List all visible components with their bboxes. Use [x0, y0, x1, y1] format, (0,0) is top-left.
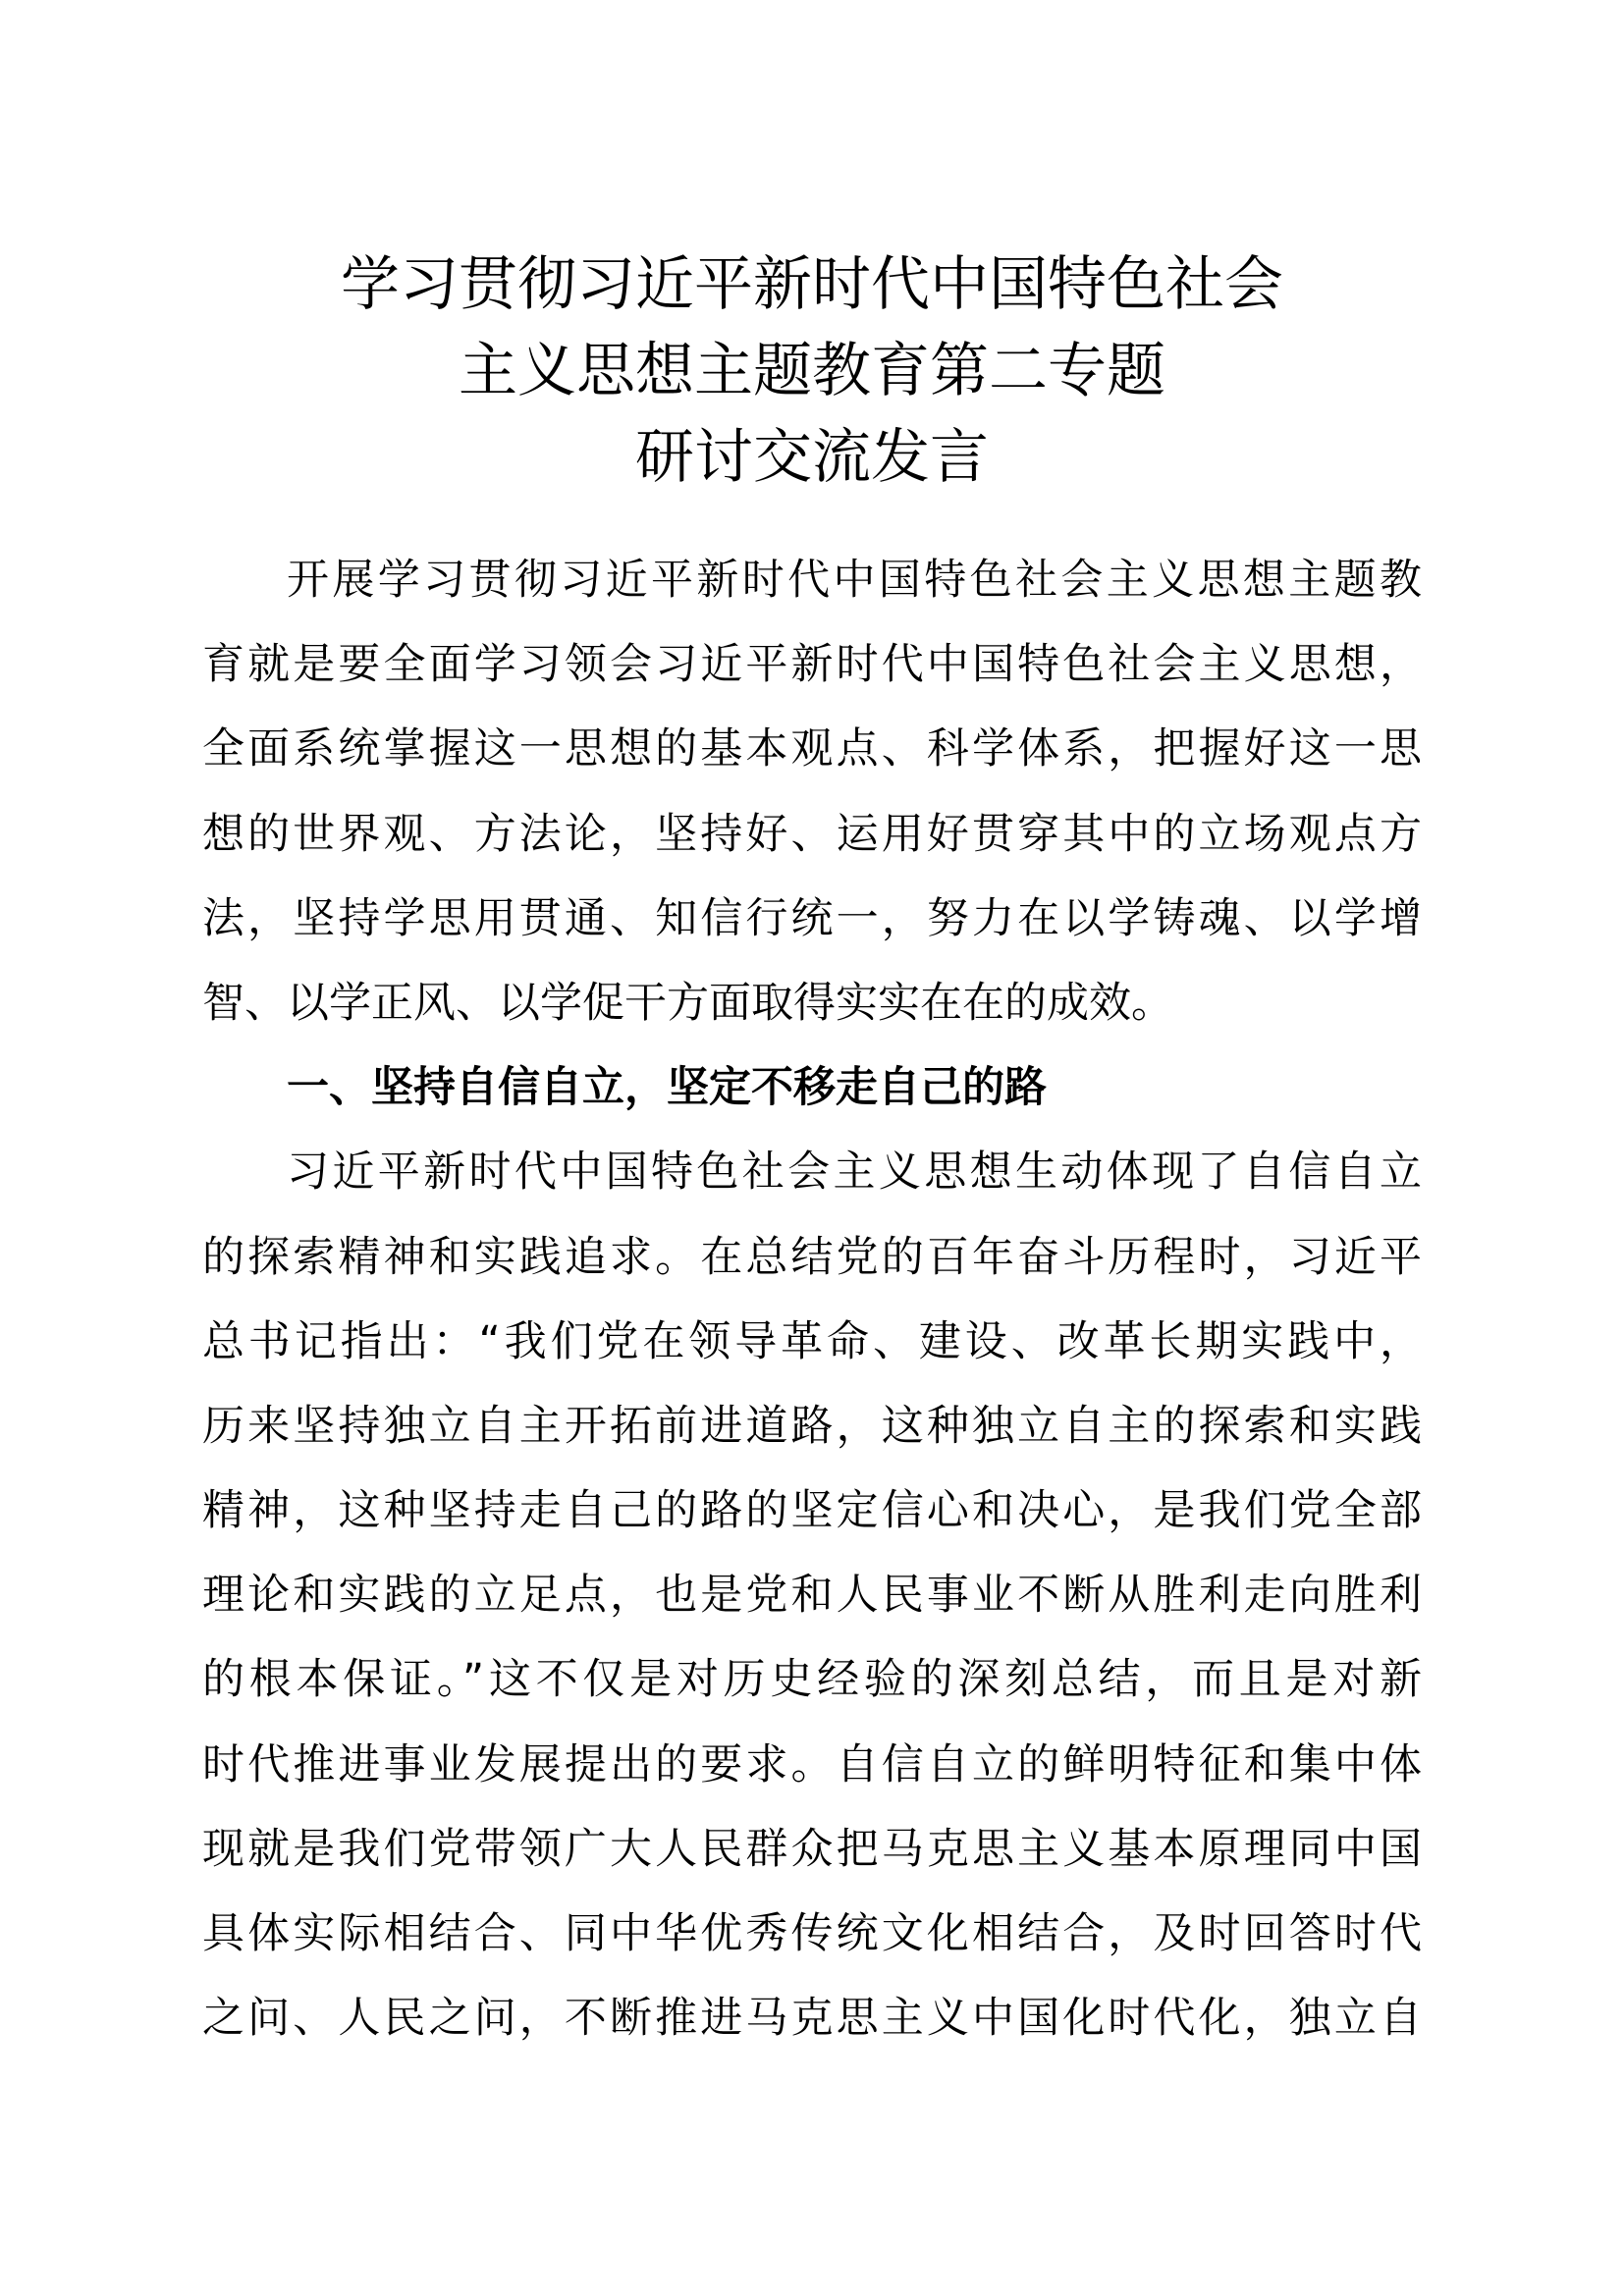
document-title	[0, 241, 1624, 501]
text-line: 育就是要全面学习领会习近平新时代中国特色社会主义思想，	[202, 640, 1422, 690]
text-line: 历来坚持独立自主开拓前进道路，这种独立自主的探索和实践	[202, 1401, 1422, 1451]
title-line: 主义思想主题教育第二专题	[459, 337, 1165, 405]
text-line: 智、以学正风、以学促干方面取得实实在在的成效。	[202, 978, 1173, 1028]
text-line: 时代推进事业发展提出的要求。自信自立的鲜明特征和集中体	[202, 1739, 1422, 1789]
heading-line: 一、坚持自信自立，坚定不移走自己的路	[287, 1063, 1047, 1113]
title-line: 学习贯彻习近平新时代中国特色社会	[341, 250, 1283, 319]
text-line: 法，坚持学思用贯通、知信行统一，努力在以学铸魂、以学增	[202, 893, 1422, 943]
document-body	[202, 538, 1422, 2060]
text-line: 想的世界观、方法论，坚持好、运用好贯穿其中的立场观点方	[202, 809, 1422, 859]
section-heading	[202, 1045, 1422, 1130]
text-line: 理论和实践的立足点，也是党和人民事业不断从胜利走向胜利	[202, 1571, 1422, 1621]
title-line: 研讨交流发言	[635, 423, 989, 492]
text-line: 具体实际相结合、同中华优秀传统文化相结合，及时回答时代	[202, 1909, 1422, 1958]
text-line: 全面系统掌握这一思想的基本观点、科学体系，把握好这一思	[202, 724, 1422, 774]
text-line: 的探索精神和实践追求。在总结党的百年奋斗历程时，习近平	[202, 1232, 1422, 1282]
text-line: 开展学习贯彻习近平新时代中国特色社会主义思想主题教	[287, 556, 1422, 605]
text-line: 现就是我们党带领广大人民群众把马克思主义基本原理同中国	[202, 1824, 1422, 1874]
text-line: 之问、人民之问，不断推进马克思主义中国化时代化，独立自	[202, 1994, 1422, 2044]
text-line: 的根本保证。”这不仅是对历史经验的深刻总结，而且是对新	[202, 1655, 1422, 1705]
text-line: 习近平新时代中国特色社会主义思想生动体现了自信自立	[287, 1148, 1422, 1198]
text-line: 精神，这种坚持走自己的路的坚定信心和决心，是我们党全部	[202, 1486, 1422, 1536]
paragraph-section-one	[202, 1130, 1422, 2060]
paragraph-intro	[202, 538, 1422, 1045]
text-line: 总书记指出：“我们党在领导革命、建设、改革长期实践中，	[202, 1316, 1422, 1366]
